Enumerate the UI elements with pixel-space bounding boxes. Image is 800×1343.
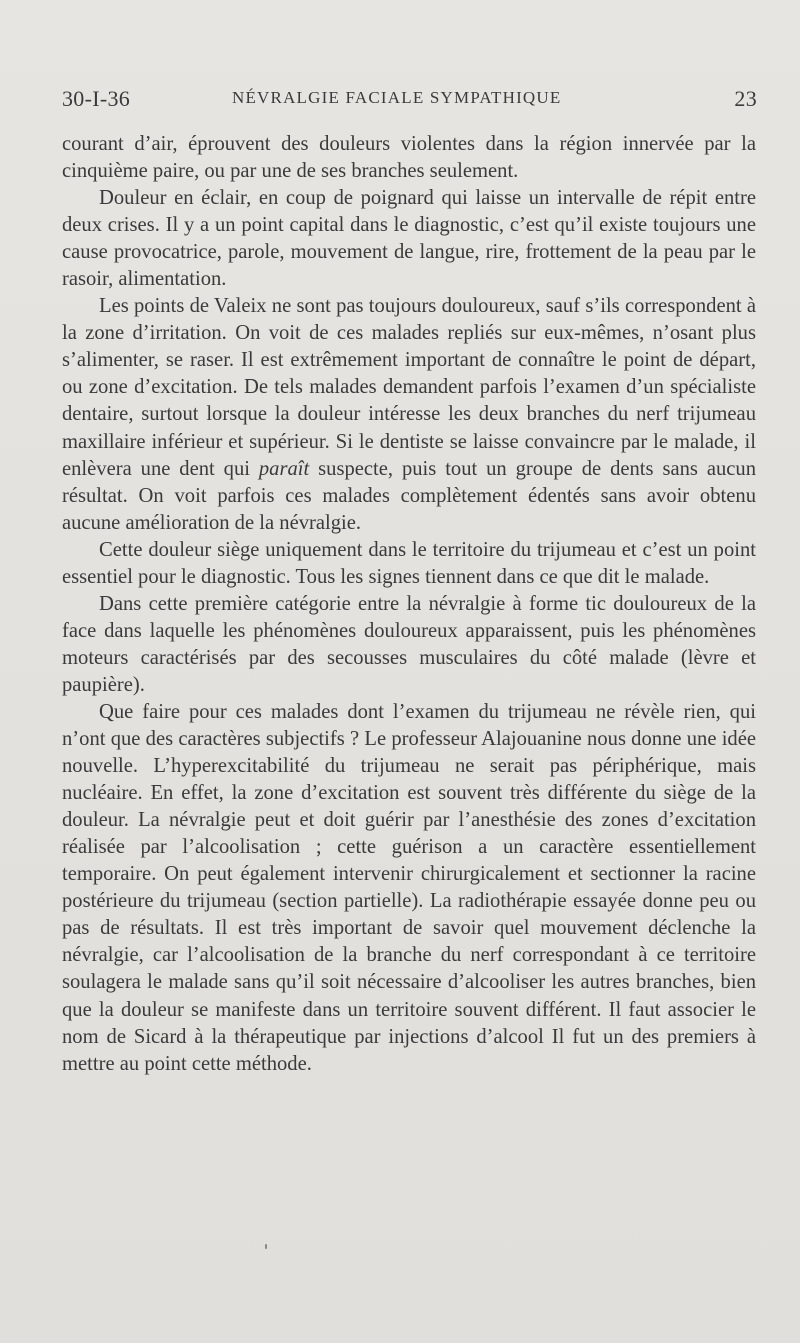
running-head xyxy=(62,86,757,114)
paragraph-2: Douleur en éclair, en coup de poignard qui laisse un intervalle de répit entre deux crises. Il y a un point capital dans le diagnostic, c’est qu’il existe toujours une cause provocatrice, parole, mouvement de langue, rire, frottement de la peau par le rasoir, alimentation. xyxy=(62,187,756,291)
paragraph-4: Cette douleur siège uniquement dans le territoire du trijumeau et c’est un point essentiel pour le diagnostic. Tous les signes tiennent dans ce que dit le malade. xyxy=(62,538,756,588)
paragraph-3-text: Les points de Valeix ne sont pas toujours douloureux, sauf s’ils correspondent à la zone d’irritation. On voit de ces malades repliés sur eux-mêmes, n’osant plus s’alimenter, se raser. Il est extrêmement important de connaître le point de départ, ou zone d’excitation. De tels malades demandent parfois l’examen d’un spécialiste dentaire, surtout lorsque la douleur intéresse les deux branches du nerf trijumeau maxillaire inférieur et supérieur. Si le dentiste se laisse convaincre par le malade, il enlèvera une dent qui xyxy=(62,295,756,480)
body-text xyxy=(62,131,756,1078)
paragraph-6: Que faire pour ces malades dont l’examen du trijumeau ne révèle rien, qui n’ont que des caractères subjectifs ? Le professeur Alajouanine nous donne une idée nouvelle. L’hyperexcitabilité du trijumeau ne serait pas périphérique, mais nucléaire. En effet, la zone d’excitation est souvent très différente du siège de la douleur. La névralgie peut et doit guérir par l’anesthésie des zones d’excitation réalisée par l’alcoolisation ; cette guérison a un caractère essentiellement temporaire. On peut également intervenir chirurgicalement et sectionner la racine postérieure du trijumeau (section partielle). La radiothérapie essayée donne peu ou pas de résultats. Il est très important de savoir quel mouvement déclenche la névralgie, car l’alcoolisation de la branche du nerf correspondant à ce territoire soulagera le malade sans qu’il soit nécessaire d’alcooliser les autres branches, bien que la douleur se manifeste dans un territoire souvent différent. Il faut associer le nom de Sicard à la thérapeutique par injections d’alcool Il fut un des premiers à mettre au point cette méthode. xyxy=(62,700,756,1075)
paragraph-3 xyxy=(62,293,756,536)
paragraph-3-tail: suspecte, puis tout un groupe de dents sans aucun résultat. On voit parfois ces malades complètement édentés sans avoir obtenu aucune amélioration de la névralgie. xyxy=(62,457,756,534)
emphasis-word: paraît xyxy=(258,457,310,480)
page-number: 23 xyxy=(734,86,757,111)
paragraph-5: Dans cette première catégorie entre la névralgie à forme tic douloureux de la face dans laquelle les phénomènes douloureux apparaissent, puis les phénomènes moteurs caractérisés par des secousses musculaires du côté malade (lèvre et paupière). xyxy=(62,592,756,696)
paragraph-1: courant d’air, éprouvent des douleurs violentes dans la région innervée par la cinquième paire, ou par une de ses branches seulement. xyxy=(62,133,756,183)
date-label: 30-I-36 xyxy=(62,86,131,111)
paper-speck xyxy=(265,1244,267,1249)
running-title: NÉVRALGIE FACIALE SYMPATHIQUE xyxy=(232,88,562,107)
